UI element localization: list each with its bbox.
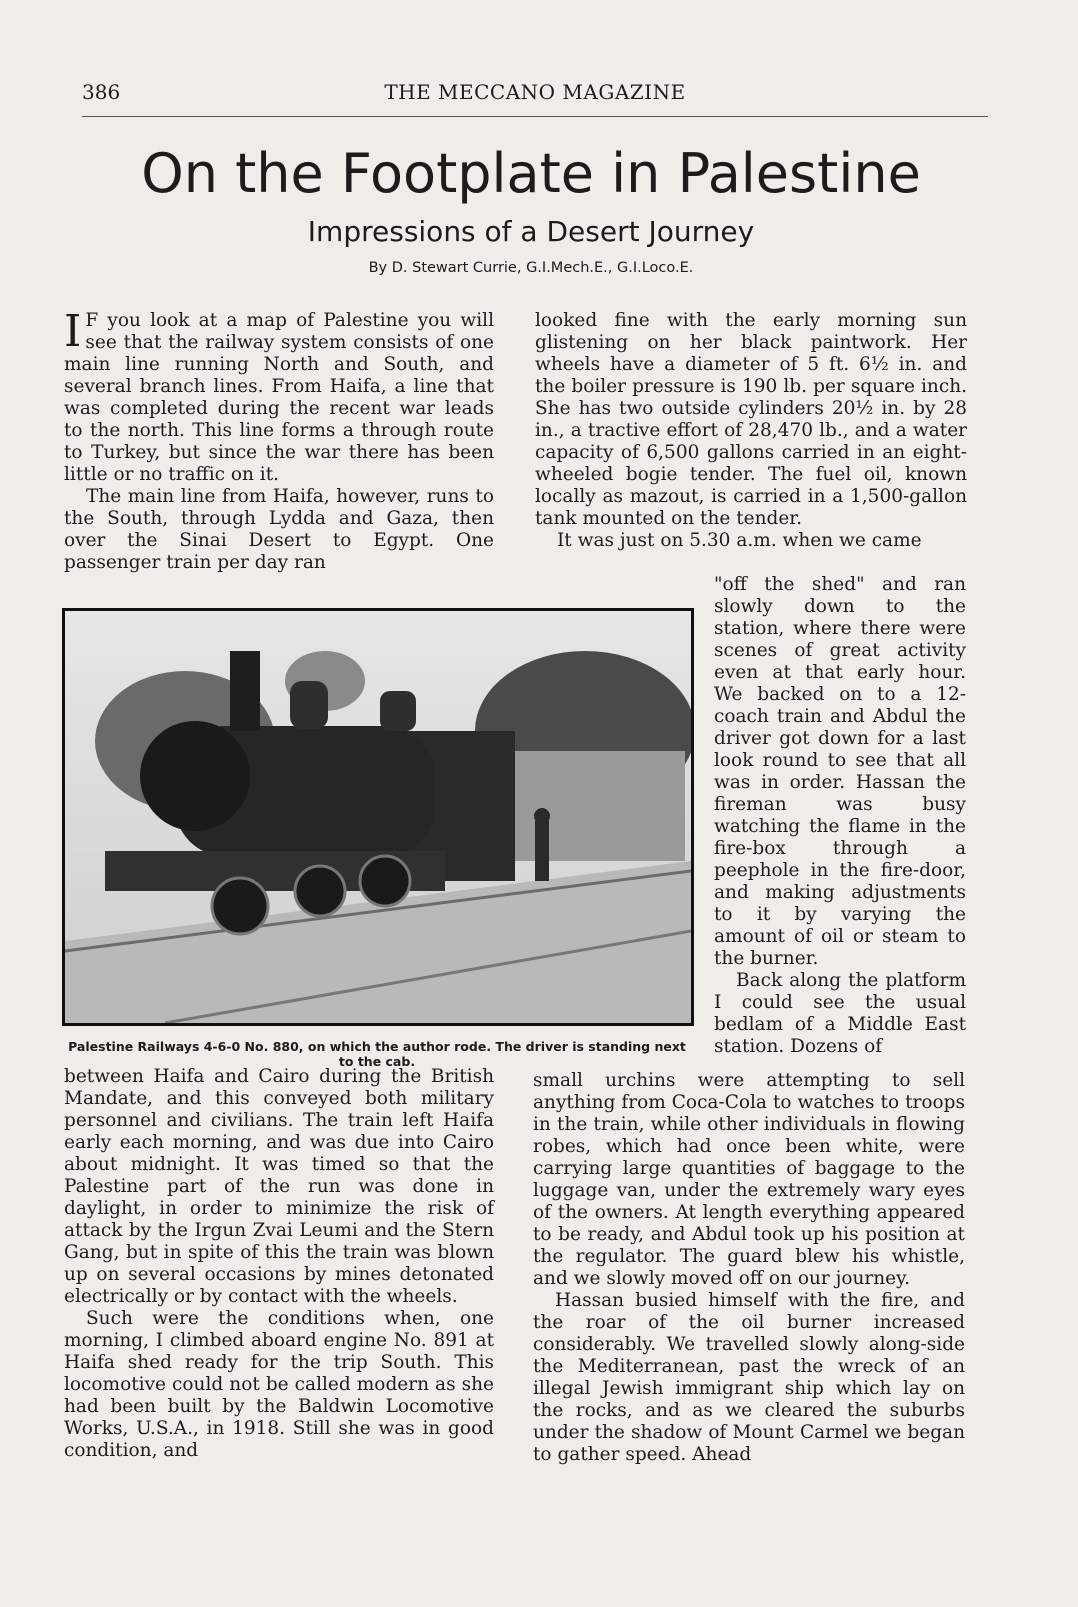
column-2-top [535, 310, 967, 552]
paragraph: small urchins were attempting to sell anything from Coca-Cola to watches to troops in the train, while other individuals in flowing robes, which had once been white, were carrying large quantities of baggage to the luggage van, under the extremely wary eyes of the owners. At length everything appeared to be ready, and Abdul took up his position at the regulator. The guard blew his whistle, and we slowly moved off on our journey. [533, 1070, 965, 1289]
column-1-top [64, 306, 494, 574]
paragraph: between Haifa and Cairo during the British Mandate, and this conveyed both military personnel and civilians. The train left Haifa early each morning, and was due into Cairo about midnight. It was timed so that the Palestine part of the run was done in daylight, in order to minimize the risk of attack by the Irgun Zvai Leumi and the Stern Gang, but in spite of this the train was blown up on several occasions by mines detonated electrically or by contact with the wheels. [64, 1066, 494, 1307]
paragraph: looked fine with the early morning sun glistening on her black paintwork. Her wheels have a diameter of 5 ft. 6½ in. and the boiler pressure is 190 lb. per square inch. She has two outside cylinders 20½ in. by 28 in., a tractive effort of 28,470 lb., and a water capacity of 6,500 gallons carried in an eight-wheeled bogie tender. The fuel oil, known locally as mazout, is carried in a 1,500-gallon tank mounted on the tender. [535, 310, 967, 529]
paragraph: Back along the platform I could see the usual bedlam of a Middle East station. Dozens of [714, 970, 966, 1057]
paragraph: I F you look at a map of Palestine you will see that the railway system consists of one main line running North and South, and several branch lines. From Haifa, a line that was completed during the recent war leads to the north. This line forms a through route to Turkey, but since the war there has been little or no traffic on it. [64, 306, 494, 485]
paragraph: It was just on 5.30 a.m. when we came [557, 530, 922, 551]
photo-caption: Palestine Railways 4-6-0 No. 880, on which the author rode. The driver is standing next to the cab. [68, 1039, 686, 1069]
title-block [72, 140, 990, 276]
paragraph: Hassan busied himself with the fire, and the roar of the oil burner increased considerably. We travelled slowly along-side the Mediterranean, past the wreck of an illegal Jewish immigrant ship which lay on the rocks, and as we cleared the suburbs under the shadow of Mount Carmel we began to gather speed. Ahead [533, 1290, 965, 1465]
byline: By D. Stewart Currie, G.I.Mech.E., G.I.Loco.E. [368, 260, 694, 276]
column-1-bottom [64, 1066, 494, 1462]
drop-cap: I [64, 306, 82, 357]
page-header [82, 80, 988, 117]
paragraph: "off the shed" and ran slowly down to the station, where there were scenes of great activity even at that early hour. We backed on to a 12-coach train and Abdul the driver got down for a last look round to see that all was in order. Hassan the fireman was busy watching the flame in the fire-box through a peephole in the fire-door, and making adjustments to it by varying the amount of oil or steam to the burner. [714, 574, 966, 969]
locomotive-photo [62, 608, 694, 1026]
running-head: THE MECCANO MAGAZINE [384, 80, 686, 104]
paragraph: Such were the conditions when, one morning, I climbed aboard engine No. 891 at Haifa shed ready for the trip South. This locomotive could not be called modern as she had been built by the Baldwin Locomotive Works, U.S.A., in 1918. Still she was in good condition, and [64, 1308, 494, 1461]
paragraph: The main line from Haifa, however, runs to the South, through Lydda and Gaza, then over the Sinai Desert to Egypt. One passenger train per day ran [64, 486, 494, 573]
column-2-narrow [714, 574, 966, 1058]
locomotive-illustration [65, 611, 691, 1023]
article-subtitle: Impressions of a Desert Journey [307, 215, 755, 248]
article-title: On the Footplate in Palestine [141, 142, 921, 205]
page-number: 386 [82, 80, 121, 104]
column-2-bottom [533, 1070, 965, 1466]
